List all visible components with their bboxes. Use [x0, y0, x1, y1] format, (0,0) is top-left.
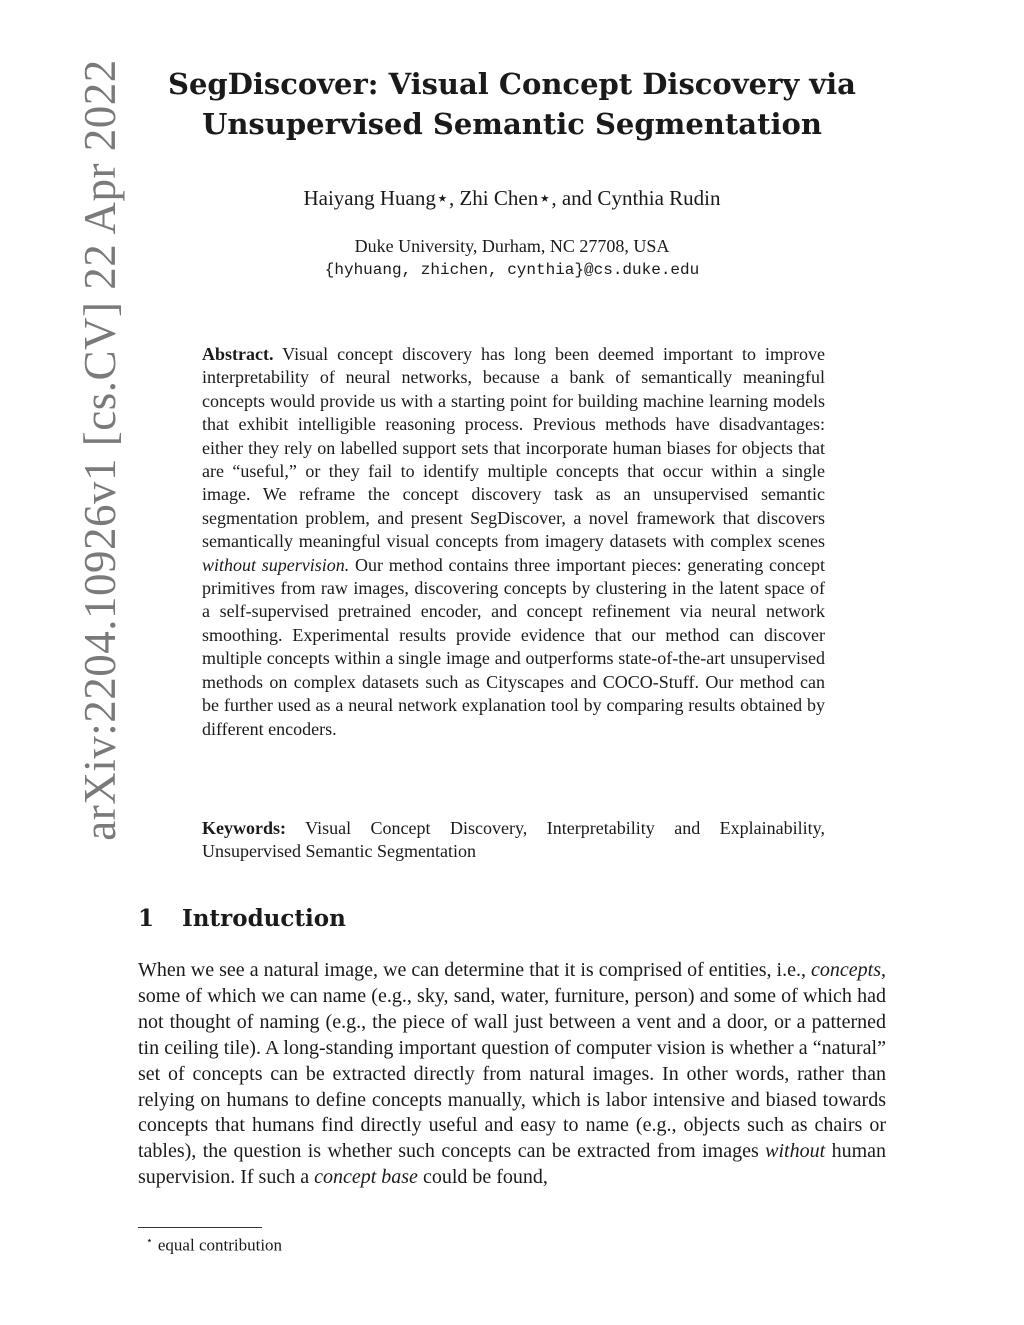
section-number: 1 — [138, 905, 155, 932]
author-email: {hyhuang, zhichen, cynthia}@cs.duke.edu — [324, 261, 700, 279]
abstract-text-2: Our method contains three important pieces: generating concept primitives from raw images, discovering concepts by clustering in the latent space of a self-supervised pretrained encoder, and concept refinement via neural network smoothing. Experimental results provide evidence that our method can discover multiple concepts within a single image and outperforms state-of-the-art unsupervised methods on complex datasets such as Cityscapes and COCO-Stuff. Our method can be further used as a neural network explanation tool by comparing results obtained by different encoders. — [202, 554, 826, 739]
abstract-text-1: Visual concept discovery has long been deemed important to improve interpretability of neural networks, because a bank of semantically meaningful concepts would provide us with a starting point for building machine learning models that exhibit intelligible reasoning process. Previous methods have disadvantages: either they rely on labelled support sets that incorporate human biases for objects that are “useful,” or they fail to identify multiple concepts that occur within a single image. We reframe the concept discovery task as an unsupervised semantic segmentation problem, and present SegDiscover, a novel framework that discovers semantically meaningful visual concepts from imagery datasets with complex scenes — [202, 344, 825, 552]
abstract-emphasis: without supervision. — [202, 554, 350, 575]
footnote-text: equal contribution — [157, 1235, 283, 1255]
affiliation — [150, 234, 874, 282]
abstract-label: Abstract. — [202, 344, 274, 364]
section-heading — [138, 905, 346, 932]
intro-text-2: , some of which we can name (e.g., sky, sand, water, furniture, person) and some of which had not thought of naming (e.g., the piece of wall just between a vent and a door, or a patterned tin ceiling tile). A long-standing important question of computer vision is whether a “natural” set of concepts can be extracted directly from natural images. In other words, rather than relying on humans to define concepts manually, which is labor intensive and biased towards concepts that humans find directly useful and easy to name (e.g., objects such as chairs or tables), the question is whether such concepts can be extracted from images — [138, 959, 886, 1163]
footnote-rule — [138, 1227, 262, 1228]
title-line-2: Unsupervised Semantic Segmentation — [202, 107, 822, 141]
intro-text-4: could be found, — [422, 1166, 548, 1189]
paper-title — [150, 64, 874, 144]
arxiv-identifier: arXiv:2204.10926v1 [cs.CV] 22 Apr 2022 — [75, 59, 125, 841]
intro-emphasis-1: concepts — [811, 959, 881, 981]
abstract — [202, 343, 825, 741]
intro-text-3: human supervision. If such a — [138, 1140, 887, 1189]
keywords-text: Visual Concept Discovery, Interpretability and Explainability, Unsupervised Semantic Segmentation — [202, 818, 825, 862]
keywords — [202, 817, 825, 864]
keywords-label: Keywords: — [202, 818, 286, 838]
section-title: Introduction — [182, 905, 346, 932]
intro-text-1: When we see a natural image, we can determine that it is comprised of entities, i.e., — [138, 959, 806, 981]
intro-emphasis-3: concept base — [314, 1166, 418, 1189]
institution: Duke University, Durham, NC 27708, USA — [354, 236, 670, 256]
intro-emphasis-2: without — [765, 1140, 826, 1163]
footnote — [146, 1234, 282, 1256]
title-line-1: SegDiscover: Visual Concept Discovery via — [168, 67, 856, 101]
footnote-mark: ⋆ — [146, 1235, 153, 1247]
introduction-paragraph — [138, 958, 886, 1191]
author-list: Haiyang Huang⋆, Zhi Chen⋆, and Cynthia Rudin — [303, 186, 721, 210]
